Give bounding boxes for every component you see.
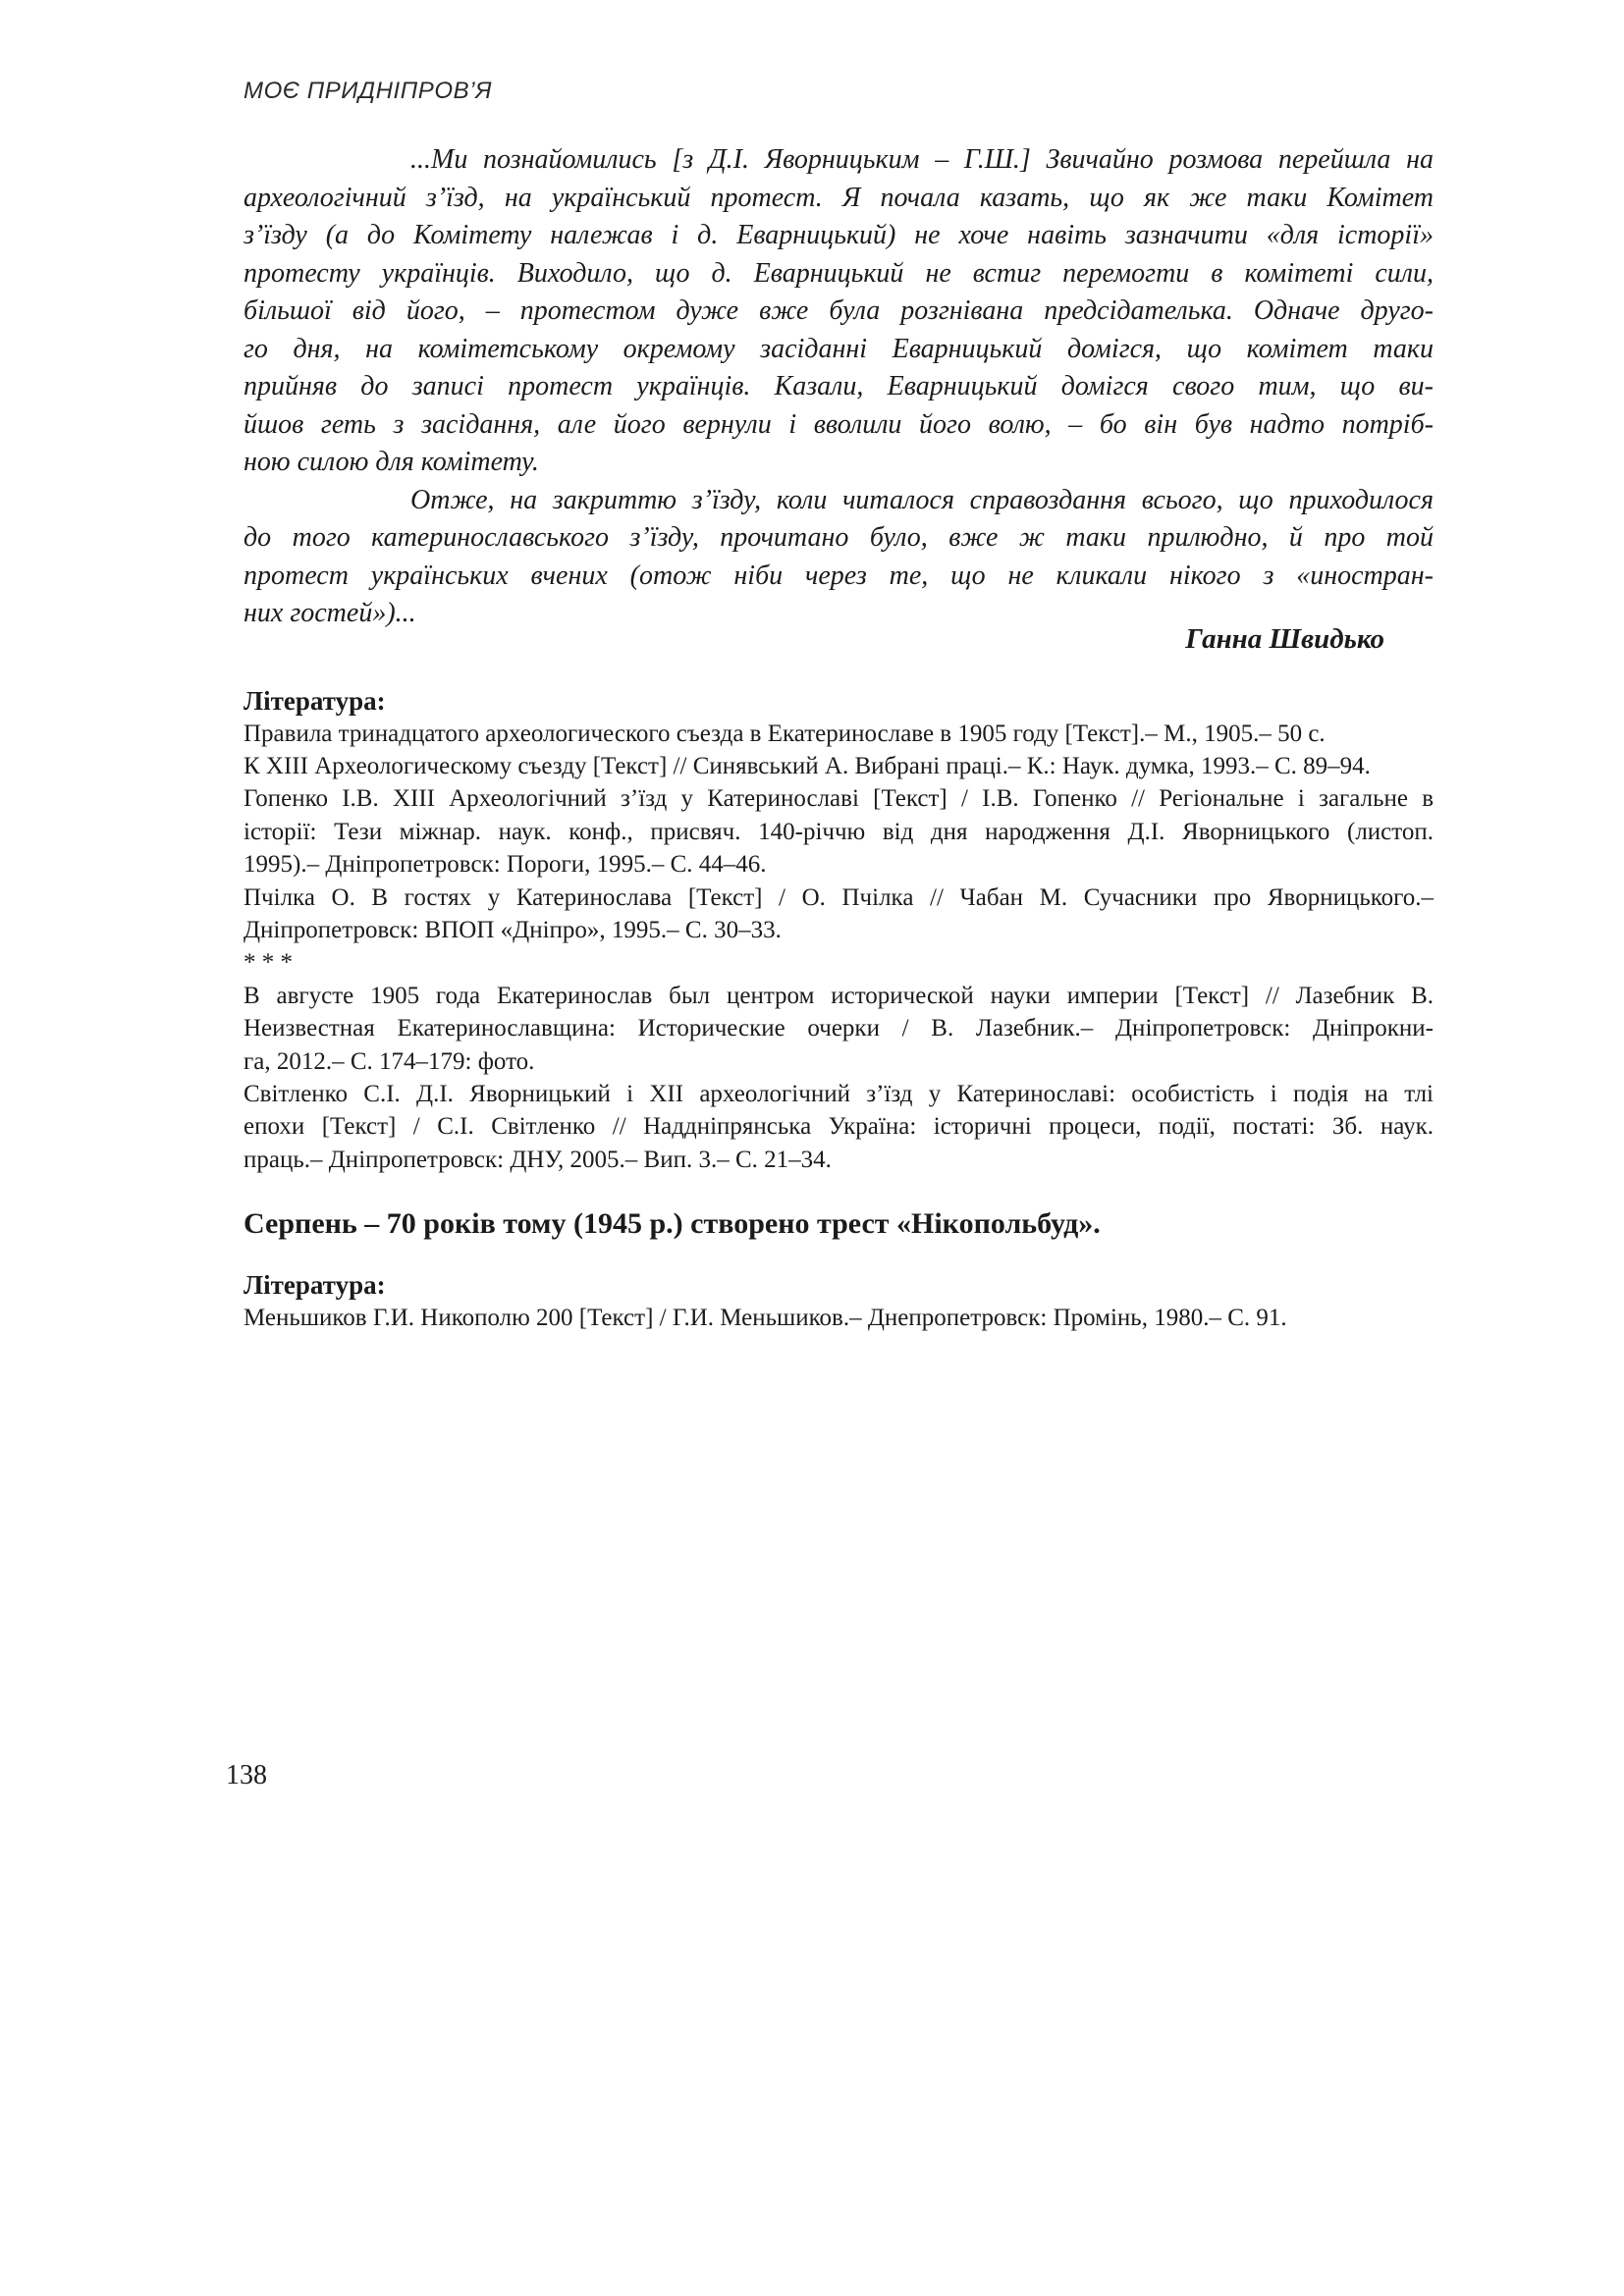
bibliography-line: Меньшиков Г.И. Никополю 200 [Текст] / Г.И. Меньшиков.– Днепропетровск: Промінь, 1980.– С. 91. — [244, 1305, 1287, 1332]
bibliography-line: епохи [Текст] / С.І. Світленко // Наддніпрянська Україна: історичні процеси, події, постаті: Зб. наук. — [244, 1113, 1434, 1141]
bibliography-line: праць.– Дніпропетровск: ДНУ, 2005.– Вип. 3.– С. 21–34. — [244, 1146, 832, 1173]
page-content — [244, 77, 1434, 1335]
bibliography-line: 1995).– Дніпропетровск: Пороги, 1995.– С. 44–46. — [244, 851, 767, 879]
bibliography-line: га, 2012.– С. 174–179: фото. — [244, 1047, 535, 1075]
quote-line: ною силою для комітету. — [244, 447, 539, 477]
bibliography-line: Дніпропетровск: ВПОП «Дніпро», 1995.– С. 30–33. — [244, 916, 782, 943]
bibliography-line: Гопенко І.В. XIII Археологічний з’їзд у Катеринославі [Текст] / І.В. Гопенко // Регіональне і загальне в — [244, 785, 1434, 813]
quote-line: Отже, на закриттю з’їзду, коли читалося справоздання всього, що приходилося — [410, 484, 1434, 515]
quote-block — [244, 141, 1434, 633]
literature-label: Література: — [244, 685, 386, 716]
bibliography-line: * * * — [244, 949, 293, 977]
quote-line: протесту українців. Виходило, що д. Еварницький не встиг перемогти в комітеті сили, — [244, 257, 1434, 289]
quote-line: до того катеринославського з’їзду, прочитано було, вже ж таки прилюдно, й про той — [244, 522, 1434, 553]
bibliography-line: К XIII Археологическому съезду [Текст] // Синявський А. Вибрані праці.– К.: Наук. думка, 1993.– С. 89–94. — [244, 752, 1371, 779]
bibliography-line: Неизвестная Екатеринославщина: Исторические очерки / В. Лазебник.– Дніпропетровск: Дніпрокни- — [244, 1015, 1434, 1042]
running-header: МОЄ ПРИДНІПРОВ’Я — [244, 78, 493, 104]
page-number: 138 — [226, 1760, 267, 1790]
quote-line: протест українських вчених (отож ніби через те, що не кликали нікого з «иностран- — [244, 560, 1434, 591]
bibliography-list — [244, 718, 1434, 1177]
bibliography-line: історії: Тези міжнар. наук. конф., присвяч. 140-річчю від дня народження Д.І. Яворницького (листоп. — [244, 818, 1434, 845]
quote-line: го дня, на комітетському окремому засіданні Еварницький домігся, що комітет таки — [244, 333, 1434, 364]
bibliography-line: Правила тринадцатого археологического съезда в Екатеринославе в 1905 году [Текст].– М., 1905.– 50 с. — [244, 720, 1326, 747]
quote-line: них гостей»)... — [244, 598, 416, 628]
quote-line: з’їзду (а до Комітету належав і д. Еварницький) не хоче навіть зазначити «для історії» — [244, 220, 1434, 250]
quote-line: ...Ми познайомились [з Д.І. Яворницьким – Г.Ш.] Звичайно розмова перейшла на — [410, 144, 1434, 175]
bibliography-line: Пчілка О. В гостях у Катеринослава [Текст] / О. Пчілка // Чабан М. Сучасники про Яворницького.– — [244, 883, 1434, 911]
quote-line: йшов геть з засідання, але його вернули і вволили його волю, – бо він був надто потріб- — [244, 408, 1434, 440]
bibliography-line: В августе 1905 года Екатеринослав был центром исторической науки империи [Текст] // Лазебник В. — [244, 982, 1434, 1009]
quote-attribution: Ганна Швидько — [1185, 622, 1384, 655]
quote-line: прийняв до записі протест українців. Казали, Еварницький домігся свого тим, що ви- — [244, 371, 1434, 401]
bibliography-list-2 — [244, 1302, 1434, 1334]
quote-line: археологічний з’їзд, на український протест. Я почала казать, що як же таки Комітет — [244, 182, 1434, 213]
literature-label-2: Література: — [244, 1270, 386, 1301]
quote-line: більшої від його, – протестом дуже вже була розгнівана предсідателька. Одначе друго- — [244, 295, 1434, 326]
section-heading: Серпень – 70 років тому (1945 р.) створено трест «Нікопольбуд». — [244, 1207, 1101, 1241]
bibliography-line: Світленко С.І. Д.І. Яворницький і XII археологічний з’їзд у Катеринославі: особистість і подія на тлі — [244, 1080, 1434, 1107]
